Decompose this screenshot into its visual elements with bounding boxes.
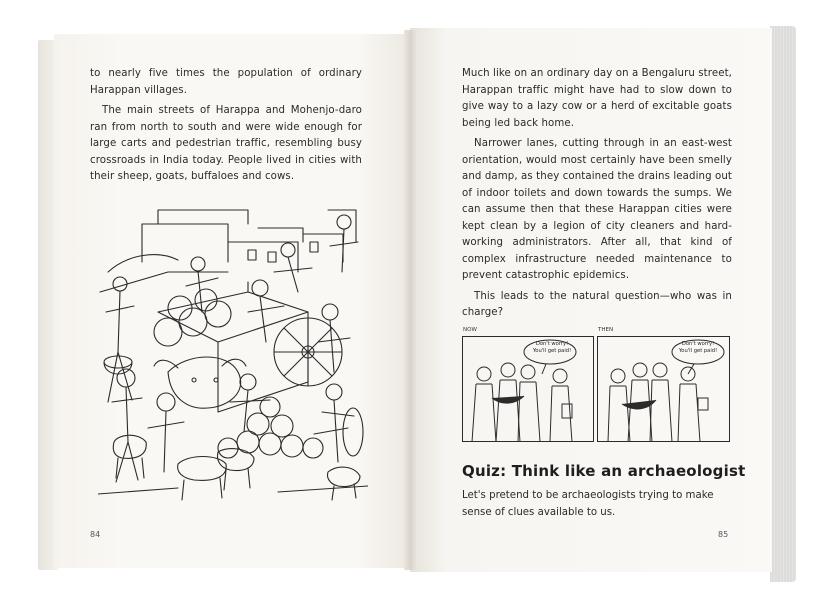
comic-bubble-now — [530, 341, 574, 355]
bubble-now-line-1: Don't worry! — [535, 341, 569, 347]
left-paragraph-1: to nearly five times the population of ordinary Harappan villages. — [90, 68, 362, 96]
street-scene-illustration — [98, 202, 368, 502]
left-page-number: 84 — [90, 530, 101, 539]
left-paragraph-2: The main streets of Harappa and Mohenjo-daro ran from north to south and were wide enough for large carts and pedestrian traffic, resembling busy crossroads in India today. People lived in cities with their sheep, goats, buffaloes and cows. — [90, 105, 362, 182]
right-paragraph-3: This leads to the natural question—who was in charge? — [462, 290, 732, 318]
comic-bubble-then — [676, 341, 720, 355]
quiz-heading: Quiz: Think like an archaeologist — [462, 462, 746, 480]
right-page-text — [462, 66, 732, 322]
right-paragraph-1: Much like on an ordinary day on a Bengaluru street, Harappan traffic might have had to slow down to give way to a lazy cow or a herd of excitable goats being led back home. — [462, 68, 732, 129]
book-gutter — [404, 30, 418, 570]
bubble-then-line-1: Don't worry! — [681, 341, 715, 347]
right-page-number: 85 — [718, 530, 729, 539]
bubble-now-line-2: You'll get paid! — [532, 348, 572, 354]
page-stack-right — [770, 26, 796, 582]
left-page-text — [90, 66, 362, 186]
comic-label-now: NOW — [463, 327, 477, 333]
quiz-intro-text: Let's pretend to be archaeologists trying to make sense of clues available to us. — [462, 490, 714, 518]
right-paragraph-2: Narrower lanes, cutting through in an east-west orientation, would most certainly have been smelly and damp, as they contained the drains leading out of indoor toilets and down towards the sumps. We can assume then that these Harappan cities were kept clean by a legion of city cleaners and hard-working administrators. After all, that kind of complex infrastructure needed maintenance to prevent catastrophic epidemics. — [462, 138, 732, 281]
bubble-then-line-2: You'll get paid! — [678, 348, 718, 354]
comic-label-then: THEN — [598, 327, 614, 333]
